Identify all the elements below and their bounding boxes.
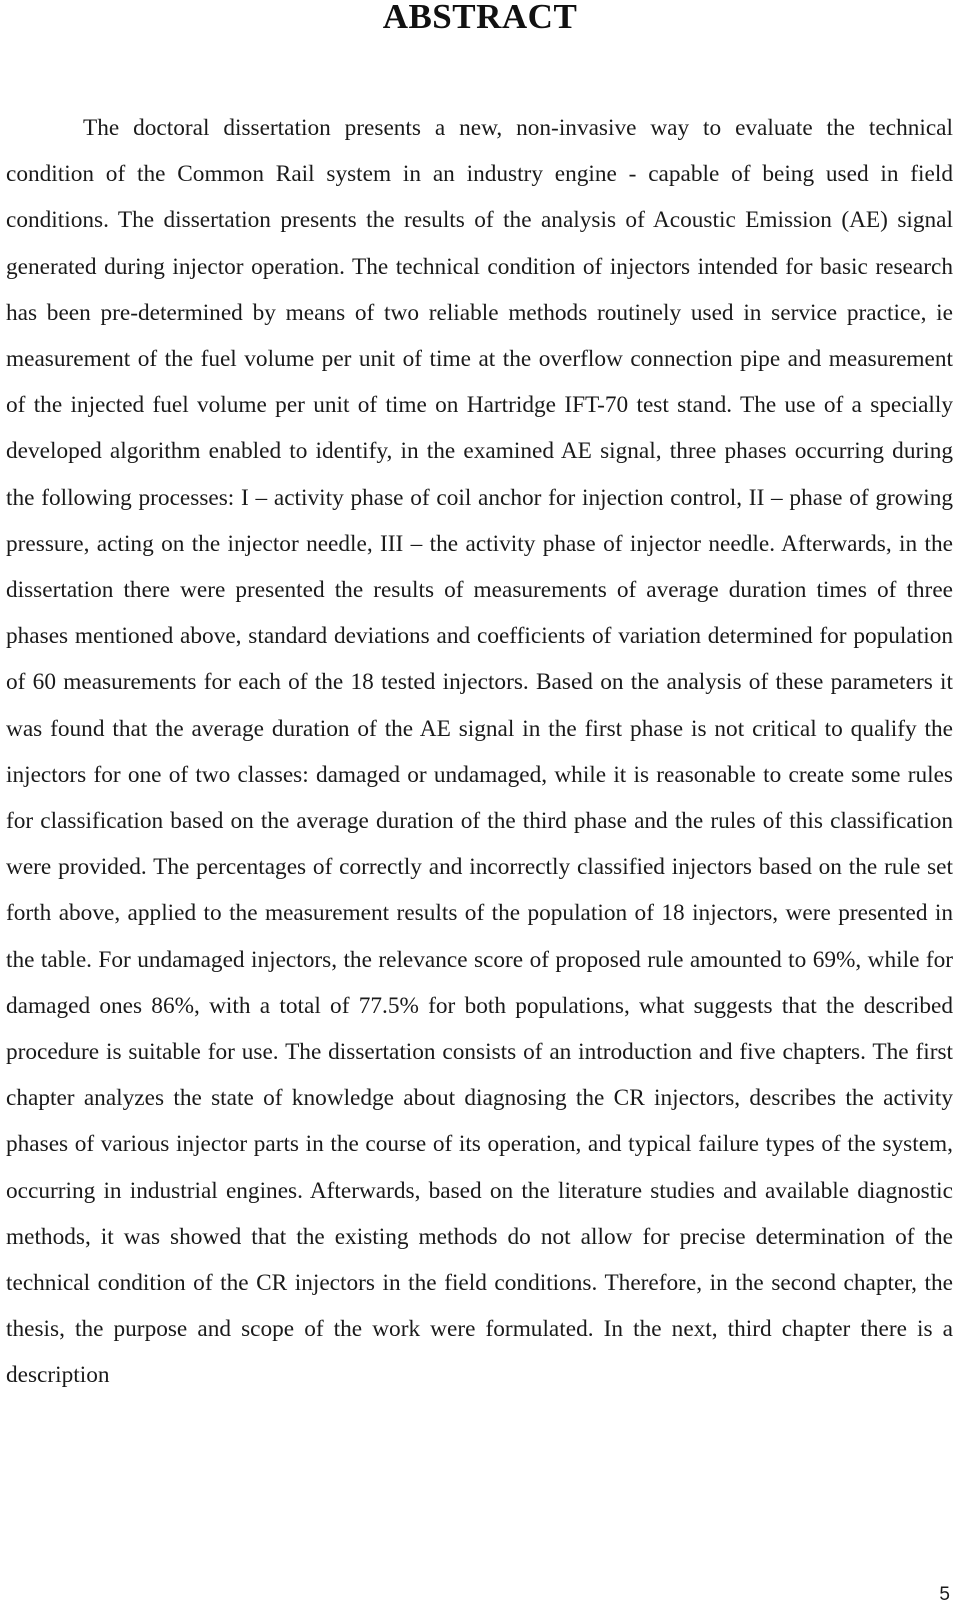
- abstract-paragraph: The doctoral dissertation presents a new, non-invasive way to evaluate the technical condition of the Common Rail system in an industry engine - capable of being used in field conditions. The dissertation presents the results of the analysis of Acoustic Emission (AE) signal generated during injector operation. The technical condition of injectors intended for basic research has been pre-determined by means of two reliable methods routinely used in service practice, ie measurement of the fuel volume per unit of time at the overflow connection pipe and measurement of the injected fuel volume per unit of time on Hartridge IFT-70 test stand. The use of a specially developed algorithm enabled to identify, in the examined AE signal, three phases occurring during the following processes: I – activity phase of coil anchor for injection control, II – phase of growing pressure, acting on the injector needle, III – the activity phase of injector needle. Afterwards, in the dissertation there were presented the results of measurements of average duration times of three phases mentioned above, standard deviations and coefficients of variation determined for population of 60 measurements for each of the 18 tested injectors. Based on the analysis of these parameters it was found that the average duration of the AE signal in the first phase is not critical to qualify the injectors for one of two classes: damaged or undamaged, while it is reasonable to create some rules for classification based on the average duration of the third phase and the rules of this classification were provided. The percentages of correctly and incorrectly classified injectors based on the rule set forth above, applied to the measurement results of the population of 18 injectors, were presented in the table. For undamaged injectors, the relevance score of proposed rule amounted to 69%, while for damaged ones 86%, with a total of 77.5% for both populations, what suggests that the described procedure is suitable for use. The dissertation consists of an introduction and five chapters. The first chapter analyzes the state of knowledge about diagnosing the CR injectors, describes the activity phases of various injector parts in the course of its operation, and typical failure types of the system, occurring in industrial engines. Afterwards, based on the literature studies and available diagnostic methods, it was showed that the existing methods do not allow for precise determination of the technical condition of the CR injectors in the field conditions. Therefore, in the second chapter, the thesis, the purpose and scope of the work were formulated. In the next, third chapter there is a description: [6, 115, 953, 1389]
- page-title: ABSTRACT: [382, 0, 578, 36]
- page-number: 5: [939, 1584, 950, 1605]
